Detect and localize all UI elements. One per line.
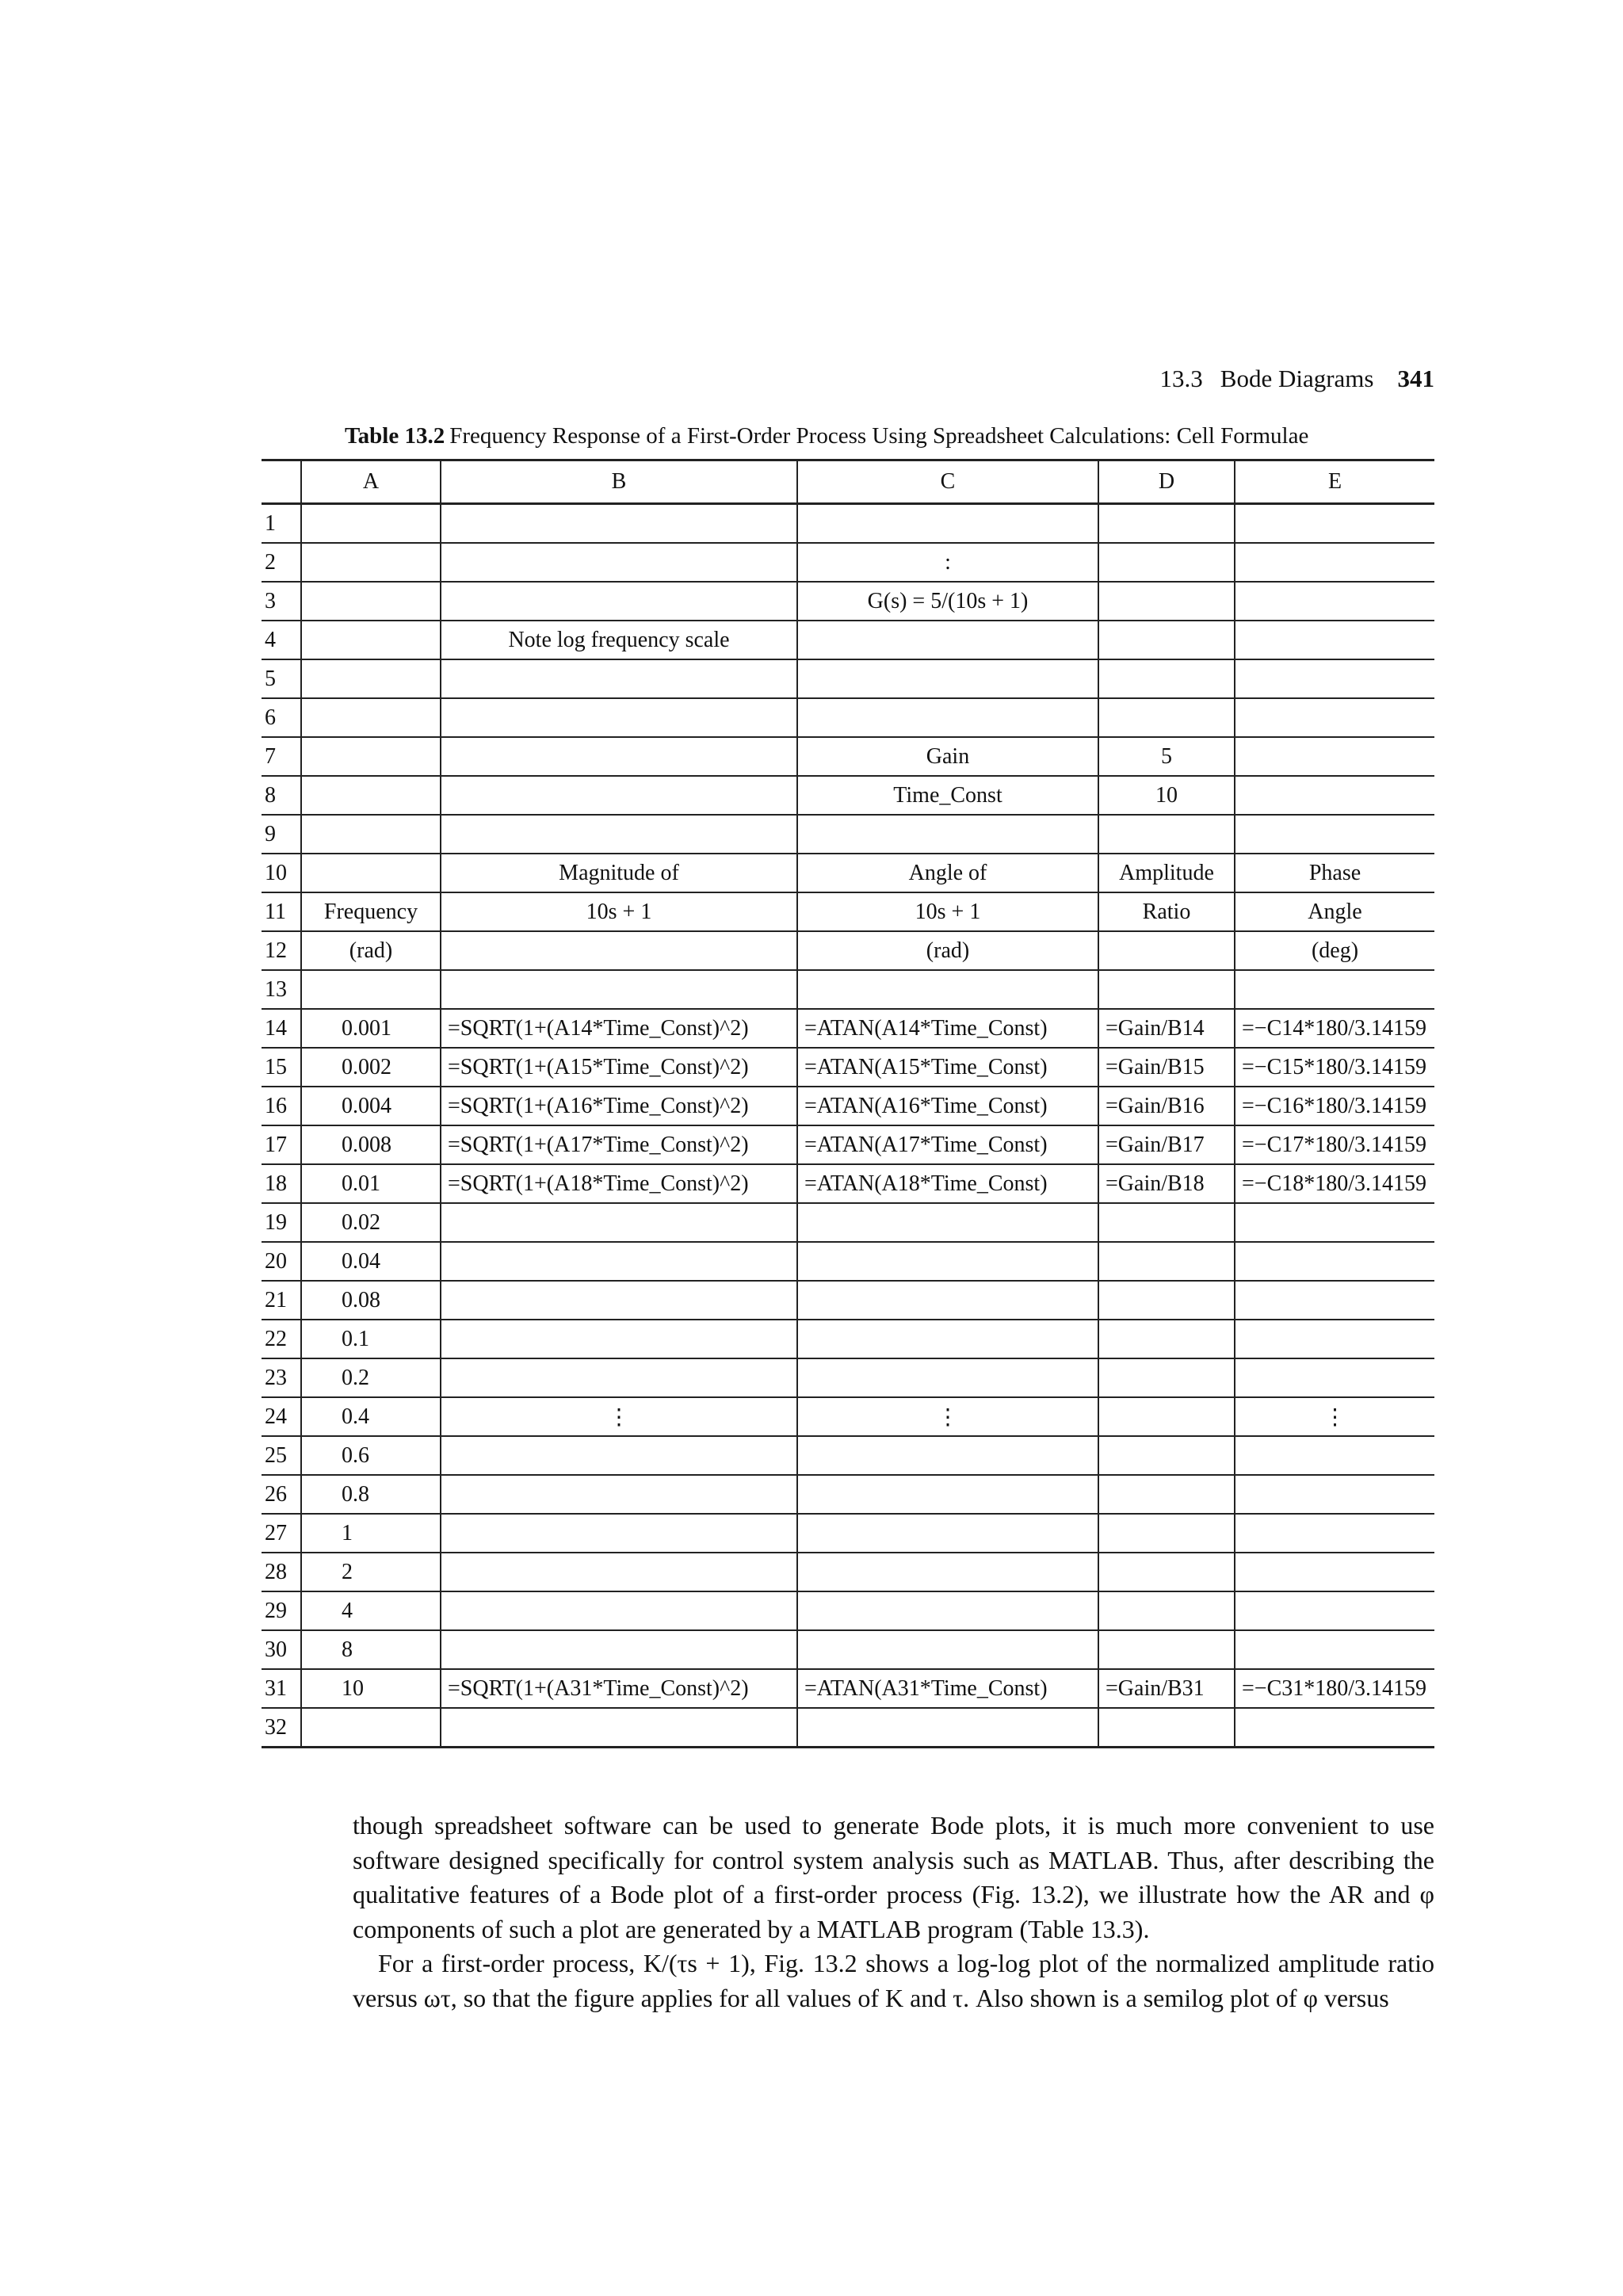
cell-b: =SQRT(1+(A31*Time_Const)^2) <box>441 1669 797 1708</box>
cell-a: 0.001 <box>301 1009 441 1048</box>
paragraph-2: For a first-order process, K/(τs + 1), Fig. 13.2 shows a log-log plot of the normalized amplitude ratio versus ωτ, so that the figure applies for all values of K and τ. Also shown is a semilog plot of φ versus <box>353 1949 1434 2012</box>
table-label: Table 13.2 <box>345 423 445 449</box>
cell-c: Angle of <box>797 854 1098 892</box>
table-row <box>262 1087 1434 1125</box>
cell-d <box>1098 815 1235 854</box>
cell-b <box>441 1553 797 1591</box>
table-row <box>262 737 1434 776</box>
cell-d <box>1098 698 1235 737</box>
cell-a <box>301 815 441 854</box>
cell-a <box>301 698 441 737</box>
table-body <box>262 504 1434 1748</box>
cell-c: (rad) <box>797 931 1098 970</box>
row-number: 17 <box>262 1125 301 1164</box>
row-number: 6 <box>262 698 301 737</box>
cell-e <box>1235 1281 1434 1320</box>
cell-b: Note log frequency scale <box>441 621 797 659</box>
row-number: 1 <box>262 504 301 544</box>
row-number: 14 <box>262 1009 301 1048</box>
cell-d <box>1098 1591 1235 1630</box>
cell-e <box>1235 1591 1434 1630</box>
table-row <box>262 815 1434 854</box>
row-number: 3 <box>262 582 301 621</box>
cell-b: Magnitude of <box>441 854 797 892</box>
cell-d <box>1098 659 1235 698</box>
row-number: 23 <box>262 1358 301 1397</box>
cell-e <box>1235 1630 1434 1669</box>
cell-a: 0.002 <box>301 1048 441 1087</box>
cell-b <box>441 1630 797 1669</box>
table-row <box>262 1630 1434 1669</box>
cell-a <box>301 582 441 621</box>
column-header-a: A <box>301 460 441 504</box>
cell-a: 8 <box>301 1630 441 1669</box>
table-row <box>262 970 1434 1009</box>
cell-b: =SQRT(1+(A18*Time_Const)^2) <box>441 1164 797 1203</box>
table-row <box>262 582 1434 621</box>
table-row <box>262 1591 1434 1630</box>
table-row <box>262 931 1434 970</box>
cell-a <box>301 543 441 582</box>
table-row <box>262 1553 1434 1591</box>
cell-c <box>797 1514 1098 1553</box>
cell-b <box>441 698 797 737</box>
cell-a: Frequency <box>301 892 441 931</box>
cell-a: (rad) <box>301 931 441 970</box>
spreadsheet-table <box>262 459 1434 1748</box>
table-row <box>262 1320 1434 1358</box>
row-number: 26 <box>262 1475 301 1514</box>
paragraph-1: though spreadsheet software can be used to generate Bode plots, it is much more convenient to use software designed specifically for control system analysis such as MATLAB. Thus, after describing the qualitative features of a Bode plot of a first-order process (Fig. 13.2), we illustrate how the AR and φ components of such a plot are generated by a MATLAB program (Table 13.3). <box>353 1811 1434 1943</box>
cell-c <box>797 815 1098 854</box>
column-header-row <box>262 460 1434 504</box>
cell-e <box>1235 815 1434 854</box>
table-row <box>262 504 1434 544</box>
row-number: 7 <box>262 737 301 776</box>
cell-c: =ATAN(A15*Time_Const) <box>797 1048 1098 1087</box>
cell-d: =Gain/B17 <box>1098 1125 1235 1164</box>
cell-e: =−C31*180/3.14159 <box>1235 1669 1434 1708</box>
cell-b: =SQRT(1+(A16*Time_Const)^2) <box>441 1087 797 1125</box>
cell-d: 10 <box>1098 776 1235 815</box>
cell-d <box>1098 1397 1235 1436</box>
cell-b: =SQRT(1+(A17*Time_Const)^2) <box>441 1125 797 1164</box>
column-header-c: C <box>797 460 1098 504</box>
cell-c <box>797 1242 1098 1281</box>
cell-d <box>1098 970 1235 1009</box>
cell-e <box>1235 543 1434 582</box>
cell-e: =−C16*180/3.14159 <box>1235 1087 1434 1125</box>
cell-c <box>797 659 1098 698</box>
section-title: Bode Diagrams <box>1220 365 1374 392</box>
cell-d: Amplitude <box>1098 854 1235 892</box>
cell-e <box>1235 1553 1434 1591</box>
cell-a <box>301 776 441 815</box>
cell-c: Gain <box>797 737 1098 776</box>
row-number: 19 <box>262 1203 301 1242</box>
cell-a: 2 <box>301 1553 441 1591</box>
column-header-b: B <box>441 460 797 504</box>
cell-b <box>441 1475 797 1514</box>
row-number: 9 <box>262 815 301 854</box>
cell-d <box>1098 582 1235 621</box>
cell-b <box>441 1281 797 1320</box>
row-number: 30 <box>262 1630 301 1669</box>
cell-b <box>441 1514 797 1553</box>
cell-c <box>797 970 1098 1009</box>
cell-b <box>441 970 797 1009</box>
cell-e <box>1235 1514 1434 1553</box>
cell-e <box>1235 621 1434 659</box>
cell-d <box>1098 1475 1235 1514</box>
cell-c: =ATAN(A14*Time_Const) <box>797 1009 1098 1048</box>
table-row <box>262 1708 1434 1748</box>
row-number: 29 <box>262 1591 301 1630</box>
table-row <box>262 1669 1434 1708</box>
cell-b <box>441 504 797 544</box>
table-row <box>262 659 1434 698</box>
table-row <box>262 892 1434 931</box>
cell-a: 4 <box>301 1591 441 1630</box>
cell-a: 0.004 <box>301 1087 441 1125</box>
cell-d <box>1098 1358 1235 1397</box>
row-number: 5 <box>262 659 301 698</box>
cell-a: 0.02 <box>301 1203 441 1242</box>
cell-a: 0.2 <box>301 1358 441 1397</box>
cell-b: 10s + 1 <box>441 892 797 931</box>
cell-e <box>1235 970 1434 1009</box>
cell-b <box>441 776 797 815</box>
cell-b <box>441 1591 797 1630</box>
table-row <box>262 1048 1434 1087</box>
cell-a <box>301 737 441 776</box>
cell-e: (deg) <box>1235 931 1434 970</box>
cell-b: =SQRT(1+(A15*Time_Const)^2) <box>441 1048 797 1087</box>
cell-a <box>301 854 441 892</box>
table-row <box>262 1281 1434 1320</box>
cell-d <box>1098 1281 1235 1320</box>
cell-a: 0.08 <box>301 1281 441 1320</box>
cell-a: 1 <box>301 1514 441 1553</box>
cell-e <box>1235 776 1434 815</box>
cell-e <box>1235 698 1434 737</box>
row-number: 13 <box>262 970 301 1009</box>
row-number: 15 <box>262 1048 301 1087</box>
cell-e <box>1235 1436 1434 1475</box>
cell-a <box>301 621 441 659</box>
cell-c <box>797 1553 1098 1591</box>
cell-b <box>441 815 797 854</box>
cell-b <box>441 737 797 776</box>
cell-c <box>797 1436 1098 1475</box>
cell-e: =−C17*180/3.14159 <box>1235 1125 1434 1164</box>
cell-a: 0.1 <box>301 1320 441 1358</box>
cell-b <box>441 1708 797 1748</box>
corner-cell <box>262 460 301 504</box>
cell-c <box>797 1630 1098 1669</box>
cell-e <box>1235 1475 1434 1514</box>
cell-c: =ATAN(A18*Time_Const) <box>797 1164 1098 1203</box>
cell-b: ⋮ <box>441 1397 797 1436</box>
row-number: 4 <box>262 621 301 659</box>
cell-d: =Gain/B15 <box>1098 1048 1235 1087</box>
cell-d <box>1098 1708 1235 1748</box>
cell-b <box>441 1320 797 1358</box>
cell-e: Phase <box>1235 854 1434 892</box>
cell-c: : <box>797 543 1098 582</box>
cell-a <box>301 1708 441 1748</box>
cell-c <box>797 1708 1098 1748</box>
row-number: 10 <box>262 854 301 892</box>
cell-a: 0.6 <box>301 1436 441 1475</box>
cell-c <box>797 698 1098 737</box>
row-number: 20 <box>262 1242 301 1281</box>
table-row <box>262 776 1434 815</box>
row-number: 32 <box>262 1708 301 1748</box>
cell-a: 0.01 <box>301 1164 441 1203</box>
cell-e <box>1235 1358 1434 1397</box>
row-number: 22 <box>262 1320 301 1358</box>
row-number: 8 <box>262 776 301 815</box>
cell-a <box>301 504 441 544</box>
table-caption-text: Frequency Response of a First-Order Process Using Spreadsheet Calculations: Cell Formulae <box>449 423 1309 449</box>
row-number: 18 <box>262 1164 301 1203</box>
table-row <box>262 1203 1434 1242</box>
cell-c <box>797 1591 1098 1630</box>
cell-c: Time_Const <box>797 776 1098 815</box>
column-header-e: E <box>1235 460 1434 504</box>
page-number: 341 <box>1397 365 1434 392</box>
cell-a <box>301 659 441 698</box>
cell-e <box>1235 1203 1434 1242</box>
table-row <box>262 543 1434 582</box>
row-number: 16 <box>262 1087 301 1125</box>
table-row <box>262 1475 1434 1514</box>
cell-c <box>797 1281 1098 1320</box>
table-row <box>262 1242 1434 1281</box>
cell-e <box>1235 659 1434 698</box>
cell-a: 0.8 <box>301 1475 441 1514</box>
table-row <box>262 1009 1434 1048</box>
cell-a: 0.008 <box>301 1125 441 1164</box>
cell-b <box>441 659 797 698</box>
row-number: 21 <box>262 1281 301 1320</box>
cell-b <box>441 582 797 621</box>
column-header-d: D <box>1098 460 1235 504</box>
cell-a: 0.4 <box>301 1397 441 1436</box>
table-row <box>262 854 1434 892</box>
cell-c <box>797 1475 1098 1514</box>
section-number: 13.3 <box>1159 365 1203 392</box>
cell-c <box>797 1203 1098 1242</box>
table-row <box>262 1125 1434 1164</box>
body-text <box>353 1809 1434 2015</box>
table-row <box>262 698 1434 737</box>
cell-e <box>1235 1320 1434 1358</box>
cell-c: =ATAN(A31*Time_Const) <box>797 1669 1098 1708</box>
cell-a <box>301 970 441 1009</box>
cell-c: ⋮ <box>797 1397 1098 1436</box>
cell-c: =ATAN(A16*Time_Const) <box>797 1087 1098 1125</box>
cell-b <box>441 1358 797 1397</box>
cell-e <box>1235 1708 1434 1748</box>
row-number: 28 <box>262 1553 301 1591</box>
cell-c: G(s) = 5/(10s + 1) <box>797 582 1098 621</box>
cell-d: Ratio <box>1098 892 1235 931</box>
cell-c <box>797 621 1098 659</box>
table-row <box>262 621 1434 659</box>
cell-d <box>1098 1630 1235 1669</box>
row-number: 12 <box>262 931 301 970</box>
cell-c <box>797 1320 1098 1358</box>
cell-e: Angle <box>1235 892 1434 931</box>
table-caption <box>345 423 1308 449</box>
cell-d <box>1098 1436 1235 1475</box>
cell-d: =Gain/B16 <box>1098 1087 1235 1125</box>
cell-d: =Gain/B18 <box>1098 1164 1235 1203</box>
table-row <box>262 1164 1434 1203</box>
cell-d <box>1098 931 1235 970</box>
cell-c: 10s + 1 <box>797 892 1098 931</box>
cell-a: 10 <box>301 1669 441 1708</box>
cell-b <box>441 1242 797 1281</box>
cell-d <box>1098 1553 1235 1591</box>
cell-d: =Gain/B31 <box>1098 1669 1235 1708</box>
row-number: 11 <box>262 892 301 931</box>
table-row <box>262 1397 1434 1436</box>
row-number: 25 <box>262 1436 301 1475</box>
table-row <box>262 1514 1434 1553</box>
table-row <box>262 1436 1434 1475</box>
cell-e: =−C14*180/3.14159 <box>1235 1009 1434 1048</box>
cell-c <box>797 1358 1098 1397</box>
table-row <box>262 1358 1434 1397</box>
cell-a: 0.04 <box>301 1242 441 1281</box>
cell-e <box>1235 504 1434 544</box>
cell-d <box>1098 1242 1235 1281</box>
cell-e <box>1235 582 1434 621</box>
row-number: 2 <box>262 543 301 582</box>
cell-b: =SQRT(1+(A14*Time_Const)^2) <box>441 1009 797 1048</box>
cell-d: =Gain/B14 <box>1098 1009 1235 1048</box>
running-header <box>0 365 1434 393</box>
cell-d <box>1098 543 1235 582</box>
cell-b <box>441 931 797 970</box>
cell-c: =ATAN(A17*Time_Const) <box>797 1125 1098 1164</box>
cell-d <box>1098 1320 1235 1358</box>
cell-b <box>441 1203 797 1242</box>
cell-d <box>1098 504 1235 544</box>
cell-d: 5 <box>1098 737 1235 776</box>
cell-c <box>797 504 1098 544</box>
cell-e <box>1235 737 1434 776</box>
cell-e: =−C15*180/3.14159 <box>1235 1048 1434 1087</box>
cell-d <box>1098 1514 1235 1553</box>
row-number: 24 <box>262 1397 301 1436</box>
row-number: 27 <box>262 1514 301 1553</box>
cell-d <box>1098 621 1235 659</box>
cell-b <box>441 1436 797 1475</box>
cell-e: ⋮ <box>1235 1397 1434 1436</box>
cell-e <box>1235 1242 1434 1281</box>
cell-e: =−C18*180/3.14159 <box>1235 1164 1434 1203</box>
cell-b <box>441 543 797 582</box>
cell-d <box>1098 1203 1235 1242</box>
row-number: 31 <box>262 1669 301 1708</box>
